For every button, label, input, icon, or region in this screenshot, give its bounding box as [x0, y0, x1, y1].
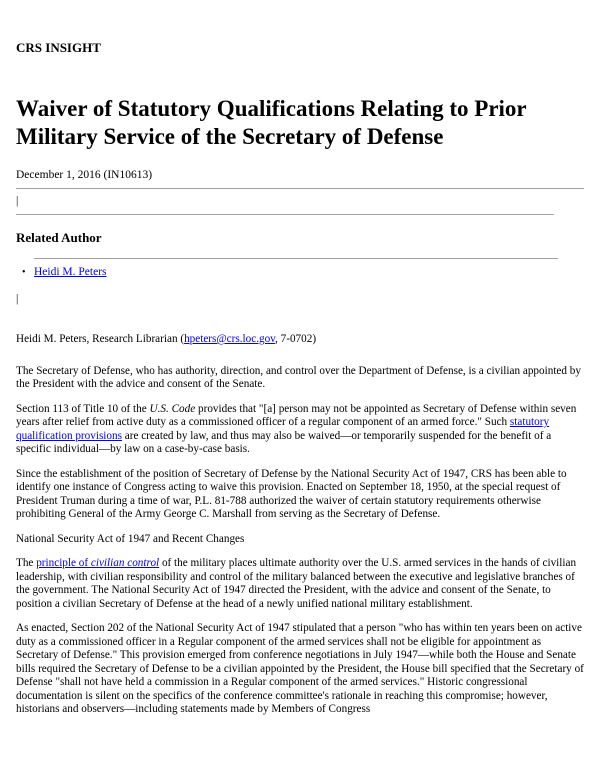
author-link[interactable]: Heidi M. Peters — [34, 266, 107, 278]
divider — [34, 258, 558, 259]
civilian-control-link[interactable]: principle of civilian control — [36, 557, 160, 569]
report-date: December 1, 2016 (IN10613) — [16, 169, 153, 181]
related-author-heading: Related Author — [16, 230, 102, 245]
author-list — [34, 266, 107, 278]
divider — [16, 214, 554, 215]
statutory-qualification-link[interactable]: statutory qualification provisions — [16, 416, 550, 442]
divider — [16, 188, 584, 189]
list-item — [34, 266, 107, 278]
byline: Heidi M. Peters, Research Librarian (hpeters@crs.loc.gov, 7-0702) — [16, 333, 317, 345]
paragraph: The Secretary of Defense, who has authority, direction, and control over the Department of Defense, is a civilian appointed by the President with the advice and consent of the Senate. — [16, 364, 581, 390]
paragraph: The principle of civilian control of the military places ultimate authority over the U.S. armed services in the hands of civilian leadership, with civilian responsibility and control of the military balanced between the executive and legislative branches of the government. The National Security Act of 1947 directed the President, with the advice and consent of the Senate, to position a civilian Secretary of Defense at the head of a newly unified national military establishment. — [16, 557, 577, 610]
separator-mark: | — [16, 195, 19, 207]
page-title: Waiver of Statutory Qualifications Relating to Prior Military Service of the Secretary of Defense — [16, 96, 527, 149]
document-body — [16, 333, 584, 728]
paragraph: Section 113 of Title 10 of the U.S. Code provides that "[a] person may not be appointed as Secretary of Defense within seven years after relief from active duty as a commissioned officer of a regular component of an armed force." Such statutory qualification provisions are created by law, and thus may also be waived—or temporarily suspended for the benefit of a specific individual—by law on a case-by-case basis. — [16, 402, 577, 455]
email-link[interactable]: hpeters@crs.loc.gov — [184, 333, 276, 345]
report-label: CRS INSIGHT — [16, 40, 101, 55]
section-heading: National Security Act of 1947 and Recent Changes — [16, 532, 245, 545]
separator-mark: | — [16, 293, 19, 305]
paragraph: As enacted, Section 202 of the National Security Act of 1947 stipulated that a person "who has within ten years been on active duty as a commissioned officer in a Regular component of the armed services shall not be eligible for appointment as Secretary of Defense." This provision emerged from conference negotiations in July 1947—while both the House and Senate bills required the Secretary of Defense to be a civilian appointed by the President, the House bill specified that the Secretary of Defense "shall not have held a commission in a Regular component of the armed services." Historic congressional documentation is silent on the specifics of the conference committee's rationale in reaching this compromise; however, historians and observers—including statements made by Members of Congress — [16, 622, 584, 715]
paragraph: Since the establishment of the position of Secretary of Defense by the National Security Act of 1947, CRS has been able to identify one instance of Congress acting to waive this provision. Enacted on September 18, 1950, at the special request of President Truman during a time of war, P.L. 81-788 authorized the waiver of certain statutory requirements otherwise prohibiting General of the Army George C. Marshall from serving as the Secretary of Defense. — [16, 467, 567, 520]
